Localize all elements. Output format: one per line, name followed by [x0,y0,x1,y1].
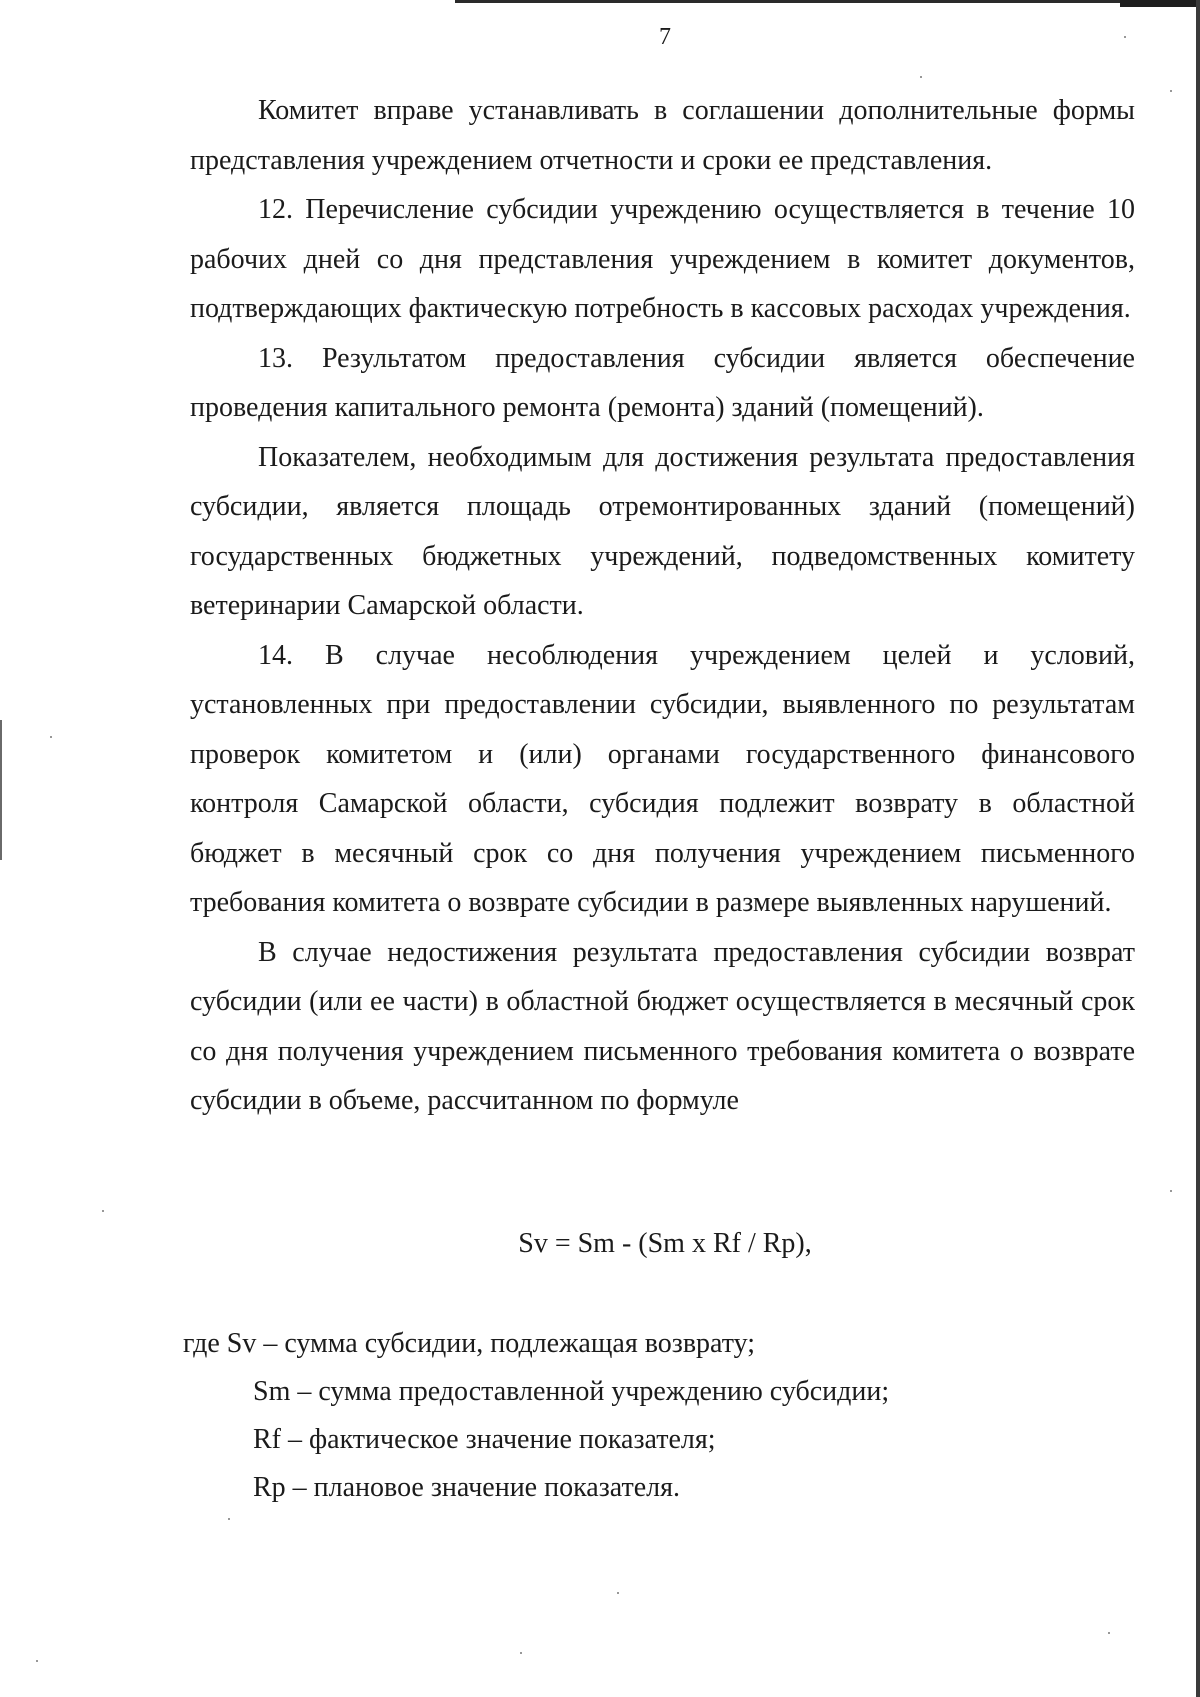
scan-edge-right [1196,0,1200,1697]
paragraph-12-transfer: 12. Перечисление субсидии учреждению осуществляется в течение 10 рабочих дней со дня представления учреждением в комитет документов, подтверждающих фактическую потребность в кассовых расходах учреждения. [190,194,1135,324]
scan-edge-top-right [1120,0,1200,7]
scan-speck [617,1592,619,1594]
scan-speck [1108,1632,1110,1634]
scan-speck [920,76,922,78]
paragraph-14-violation: 14. В случае несоблюдения учреждением целей и условий, установленных при предоставлении субсидии, выявленного по результатам проверок комитетом и (или) органами государственного финансового контроля Самарской области, субсидия подлежит возврату в областной бюджет в месячный срок со дня получения учреждением письменного требования комитета о возврате субсидии в размере выявленных нарушений. [190,639,1135,918]
paragraph-reporting-forms: Комитет вправе устанавливать в соглашении дополнительные формы представления учреждением отчетности и сроки ее представления. [190,95,1135,176]
page-number: 7 [659,24,671,50]
refund-formula: Sv = Sm - (Sm x Rf / Rp), [518,1228,812,1259]
scan-speck [228,1518,230,1520]
paragraph-refund: В случае недостижения результата предоставления субсидии возврат субсидии (или ее части) в областной бюджет осуществляется в месячный срок со дня получения учреждением письменного требования комитета о возврате субсидии в объеме, рассчитанном по формуле [190,936,1135,1116]
scan-speck [102,1210,104,1212]
legend-rp: Rp – плановое значение показателя. [253,1472,680,1503]
paragraph-indicator: Показателем, необходимым для достижения результата предоставления субсидии, является площадь отремонтированных зданий (помещений) государственных бюджетных учреждений, подведомственных комитету ветеринарии Самарской области. [190,441,1135,621]
paragraph-13-result: 13. Результатом предоставления субсидии является обеспечение проведения капитального ремонта (ремонта) зданий (помещений). [190,342,1135,423]
document-body [190,86,1135,1126]
formula-legend [183,1320,889,1512]
scan-edge-left [0,720,2,860]
scan-speck [1170,90,1172,92]
legend-sv: где Sv – сумма субсидии, подлежащая возврату; [183,1328,756,1359]
scan-speck [1170,1190,1172,1192]
scan-edge-top [455,0,1200,3]
scan-speck [50,736,52,738]
scan-speck [36,1660,38,1662]
legend-rf: Rf – фактическое значение показателя; [253,1424,716,1455]
scan-speck [520,1652,522,1654]
legend-sm: Sm – сумма предоставленной учреждению субсидии; [253,1376,890,1407]
